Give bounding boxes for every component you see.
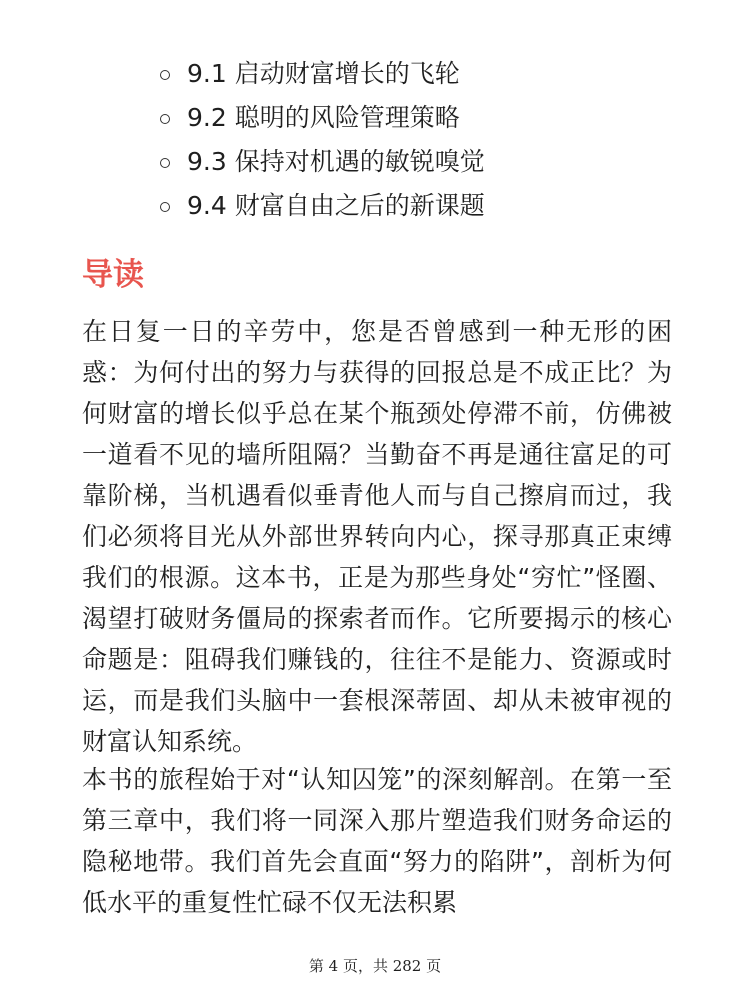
toc-item-label: 9.4 财富自由之后的新课题 <box>187 191 485 220</box>
toc-item[interactable] <box>160 140 485 184</box>
toc-item-label: 9.2 聪明的风险管理策略 <box>187 103 460 132</box>
page-number: 第 4 页，共 282 页 <box>308 957 442 975</box>
toc-item[interactable] <box>160 52 485 96</box>
section-heading: 导读 <box>82 257 144 293</box>
body-paragraph: 在日复一日的辛劳中，您是否曾感到一种无形的困惑：为何付出的努力与获得的回报总是不成正比？为何财富的增长似乎总在某个瓶颈处停滞不前，仿佛被一道看不见的墙所阻隔？当勤奋不再是通往富足的可靠阶梯，当机遇看似垂青他人而与自己擦肩而过，我们必须将目光从外部世界转向内心，探寻那真正束缚我们的根源。这本书，正是为那些身处“穷忙”怪圈、渴望打破财务僵局的探索者而作。它所要揭示的核心命题是：阻碍我们赚钱的，往往不是能力、资源或时运，而是我们头脑中一套根深蒂固、却从未被审视的财富认知系统。 <box>82 317 672 756</box>
hollow-circle-bullet-icon <box>160 158 170 168</box>
toc-list <box>160 52 485 228</box>
hollow-circle-bullet-icon <box>160 70 170 80</box>
hollow-circle-bullet-icon <box>160 114 170 124</box>
toc-item[interactable] <box>160 184 485 228</box>
toc-item-label: 9.3 保持对机遇的敏锐嗅觉 <box>187 147 485 176</box>
hollow-circle-bullet-icon <box>160 202 170 212</box>
body-paragraph: 本书的旅程始于对“认知囚笼”的深刻解剖。在第一至第三章中，我们将一同深入那片塑造我们财务命运的隐秘地带。我们首先会直面“努力的陷阱”，剖析为何低水平的重复性忙碌不仅无法积累 <box>82 765 672 917</box>
toc-item[interactable] <box>160 96 485 140</box>
toc-item-label: 9.1 启动财富增长的飞轮 <box>187 59 460 88</box>
